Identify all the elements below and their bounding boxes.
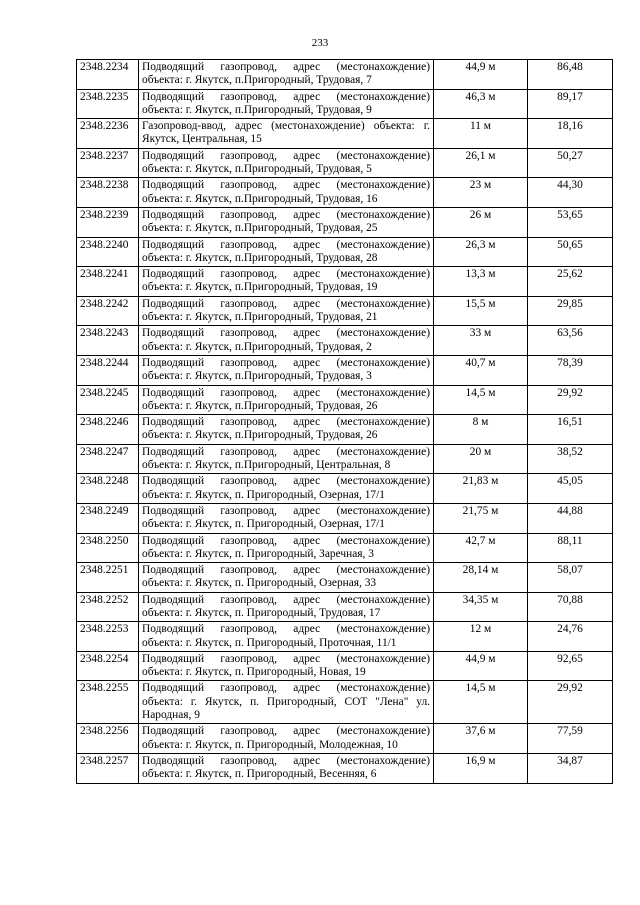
item-description-cell: Подводящий газопровод, адрес (местонахождение) объекта: г. Якутск, п. Пригородный, Молодежная, 10 [139, 724, 434, 754]
item-value-cell: 89,17 [528, 89, 613, 119]
item-description-cell: Подводящий газопровод, адрес (местонахождение) объекта: г. Якутск, п.Пригородный, Трудовая, 3 [139, 355, 434, 385]
table-row [77, 355, 613, 385]
item-number-cell: 2348.2243 [77, 326, 139, 356]
table-row [77, 178, 613, 208]
item-number-cell: 2348.2256 [77, 724, 139, 754]
table-row [77, 385, 613, 415]
page-number: 233 [311, 37, 329, 49]
item-length-cell: 42,7 м [434, 533, 528, 563]
item-value-cell: 16,51 [528, 415, 613, 445]
registry-table [76, 59, 613, 784]
item-value-cell: 50,65 [528, 237, 613, 267]
item-description-cell: Подводящий газопровод, адрес (местонахождение) объекта: г. Якутск, п. Пригородный, Озерная, 17/1 [139, 503, 434, 533]
item-description-cell: Подводящий газопровод, адрес (местонахождение) объекта: г. Якутск, п. Пригородный, Новая, 19 [139, 651, 434, 681]
table-row [77, 474, 613, 504]
item-value-cell: 70,88 [528, 592, 613, 622]
table-row [77, 237, 613, 267]
item-number-cell: 2348.2251 [77, 563, 139, 593]
item-description-cell: Подводящий газопровод, адрес (местонахождение) объекта: г. Якутск, п.Пригородный, Трудовая, 7 [139, 60, 434, 90]
item-value-cell: 29,92 [528, 385, 613, 415]
item-description-cell: Подводящий газопровод, адрес (местонахождение) объекта: г. Якутск, п.Пригородный, Трудовая, 21 [139, 296, 434, 326]
item-value-cell: 34,87 [528, 753, 613, 783]
item-length-cell: 40,7 м [434, 355, 528, 385]
item-description-cell: Подводящий газопровод, адрес (местонахождение) объекта: г. Якутск, п. Пригородный, Озерная, 17/1 [139, 474, 434, 504]
item-number-cell: 2348.2255 [77, 681, 139, 724]
item-length-cell: 12 м [434, 622, 528, 652]
item-value-cell: 86,48 [528, 60, 613, 90]
item-description-cell: Газопровод-ввод, адрес (местонахождение) объекта: г. Якутск, Центральная, 15 [139, 119, 434, 149]
item-length-cell: 14,5 м [434, 385, 528, 415]
item-description-cell: Подводящий газопровод, адрес (местонахождение) объекта: г. Якутск, п.Пригородный, Трудовая, 16 [139, 178, 434, 208]
item-number-cell: 2348.2244 [77, 355, 139, 385]
item-length-cell: 26,1 м [434, 148, 528, 178]
table-row [77, 681, 613, 724]
item-number-cell: 2348.2254 [77, 651, 139, 681]
item-number-cell: 2348.2252 [77, 592, 139, 622]
item-length-cell: 23 м [434, 178, 528, 208]
item-value-cell: 78,39 [528, 355, 613, 385]
registry-table-body [77, 60, 613, 784]
table-row [77, 444, 613, 474]
item-number-cell: 2348.2241 [77, 267, 139, 297]
item-value-cell: 50,27 [528, 148, 613, 178]
item-length-cell: 26 м [434, 207, 528, 237]
item-value-cell: 63,56 [528, 326, 613, 356]
table-row [77, 267, 613, 297]
item-number-cell: 2348.2237 [77, 148, 139, 178]
item-length-cell: 11 м [434, 119, 528, 149]
table-row [77, 60, 613, 90]
item-length-cell: 34,35 м [434, 592, 528, 622]
item-length-cell: 46,3 м [434, 89, 528, 119]
item-description-cell: Подводящий газопровод, адрес (местонахождение) объекта: г. Якутск, п. Пригородный, Весенняя, 6 [139, 753, 434, 783]
item-value-cell: 44,88 [528, 503, 613, 533]
item-description-cell: Подводящий газопровод, адрес (местонахождение) объекта: г. Якутск, п.Пригородный, Трудовая, 28 [139, 237, 434, 267]
table-row [77, 148, 613, 178]
item-description-cell: Подводящий газопровод, адрес (местонахождение) объекта: г. Якутск, п.Пригородный, Трудовая, 26 [139, 415, 434, 445]
table-row [77, 503, 613, 533]
item-value-cell: 38,52 [528, 444, 613, 474]
table-row [77, 753, 613, 783]
item-description-cell: Подводящий газопровод, адрес (местонахождение) объекта: г. Якутск, п. Пригородный, СОТ "Лена" ул. Народная, 9 [139, 681, 434, 724]
item-number-cell: 2348.2250 [77, 533, 139, 563]
item-value-cell: 45,05 [528, 474, 613, 504]
item-length-cell: 20 м [434, 444, 528, 474]
item-length-cell: 21,75 м [434, 503, 528, 533]
table-row [77, 207, 613, 237]
item-length-cell: 26,3 м [434, 237, 528, 267]
item-number-cell: 2348.2236 [77, 119, 139, 149]
table-row [77, 724, 613, 754]
table-row [77, 533, 613, 563]
item-number-cell: 2348.2246 [77, 415, 139, 445]
item-number-cell: 2348.2235 [77, 89, 139, 119]
item-number-cell: 2348.2247 [77, 444, 139, 474]
item-description-cell: Подводящий газопровод, адрес (местонахождение) объекта: г. Якутск, п. Пригородный, Заречная, 3 [139, 533, 434, 563]
item-value-cell: 53,65 [528, 207, 613, 237]
item-number-cell: 2348.2257 [77, 753, 139, 783]
item-description-cell: Подводящий газопровод, адрес (местонахождение) объекта: г. Якутск, п.Пригородный, Трудовая, 9 [139, 89, 434, 119]
item-number-cell: 2348.2245 [77, 385, 139, 415]
item-number-cell: 2348.2249 [77, 503, 139, 533]
item-value-cell: 44,30 [528, 178, 613, 208]
item-length-cell: 44,9 м [434, 60, 528, 90]
item-value-cell: 58,07 [528, 563, 613, 593]
item-length-cell: 33 м [434, 326, 528, 356]
table-row [77, 89, 613, 119]
table-row [77, 651, 613, 681]
item-length-cell: 8 м [434, 415, 528, 445]
item-length-cell: 44,9 м [434, 651, 528, 681]
item-description-cell: Подводящий газопровод, адрес (местонахождение) объекта: г. Якутск, п.Пригородный, Трудовая, 19 [139, 267, 434, 297]
item-number-cell: 2348.2238 [77, 178, 139, 208]
table-row [77, 326, 613, 356]
table-row [77, 592, 613, 622]
item-description-cell: Подводящий газопровод, адрес (местонахождение) объекта: г. Якутск, п. Пригородный, Проточная, 11/1 [139, 622, 434, 652]
item-number-cell: 2348.2242 [77, 296, 139, 326]
item-description-cell: Подводящий газопровод, адрес (местонахождение) объекта: г. Якутск, п.Пригородный, Трудовая, 5 [139, 148, 434, 178]
item-description-cell: Подводящий газопровод, адрес (местонахождение) объекта: г. Якутск, п.Пригородный, Трудовая, 26 [139, 385, 434, 415]
item-value-cell: 77,59 [528, 724, 613, 754]
item-length-cell: 13,3 м [434, 267, 528, 297]
item-number-cell: 2348.2248 [77, 474, 139, 504]
table-row [77, 622, 613, 652]
table-row [77, 563, 613, 593]
item-value-cell: 29,85 [528, 296, 613, 326]
item-description-cell: Подводящий газопровод, адрес (местонахождение) объекта: г. Якутск, п. Пригородный, Озерная, 33 [139, 563, 434, 593]
item-number-cell: 2348.2234 [77, 60, 139, 90]
item-value-cell: 24,76 [528, 622, 613, 652]
item-number-cell: 2348.2239 [77, 207, 139, 237]
item-value-cell: 18,16 [528, 119, 613, 149]
item-length-cell: 37,6 м [434, 724, 528, 754]
item-number-cell: 2348.2253 [77, 622, 139, 652]
table-row [77, 119, 613, 149]
item-length-cell: 14,5 м [434, 681, 528, 724]
item-length-cell: 16,9 м [434, 753, 528, 783]
item-length-cell: 21,83 м [434, 474, 528, 504]
item-value-cell: 25,62 [528, 267, 613, 297]
item-value-cell: 29,92 [528, 681, 613, 724]
item-value-cell: 88,11 [528, 533, 613, 563]
item-description-cell: Подводящий газопровод, адрес (местонахождение) объекта: г. Якутск, п. Пригородный, Трудовая, 17 [139, 592, 434, 622]
item-description-cell: Подводящий газопровод, адрес (местонахождение) объекта: г. Якутск, п.Пригородный, Трудовая, 2 [139, 326, 434, 356]
item-length-cell: 15,5 м [434, 296, 528, 326]
table-row [77, 415, 613, 445]
item-length-cell: 28,14 м [434, 563, 528, 593]
item-description-cell: Подводящий газопровод, адрес (местонахождение) объекта: г. Якутск, п.Пригородный, Центральная, 8 [139, 444, 434, 474]
table-row [77, 296, 613, 326]
item-number-cell: 2348.2240 [77, 237, 139, 267]
item-value-cell: 92,65 [528, 651, 613, 681]
item-description-cell: Подводящий газопровод, адрес (местонахождение) объекта: г. Якутск, п.Пригородный, Трудовая, 25 [139, 207, 434, 237]
